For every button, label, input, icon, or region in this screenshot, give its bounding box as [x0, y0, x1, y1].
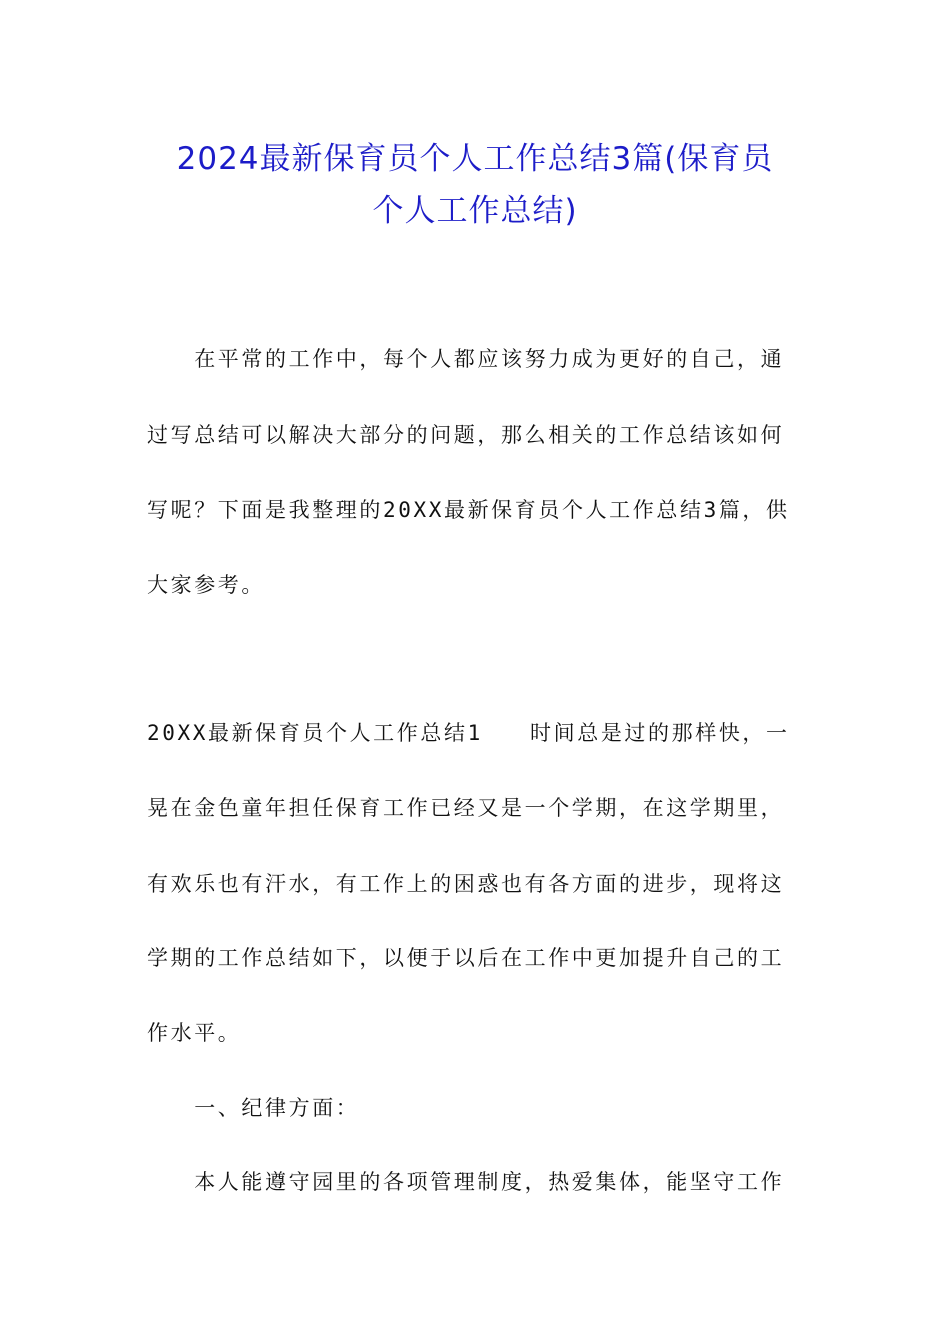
section1-line-5: 作水平。 [147, 1021, 242, 1045]
intro-line-3: 写呢？下面是我整理的20XX最新保育员个人工作总结3篇，供 [147, 498, 790, 522]
intro-line-1: 在平常的工作中，每个人都应该努力成为更好的自己，通 [147, 347, 785, 371]
intro-line-4: 大家参考。 [147, 573, 265, 597]
section1-line-1: 20XX最新保育员个人工作总结1 时间总是过的那样快，一 [147, 721, 790, 745]
document-title-line-1: 2024最新保育员个人工作总结3篇(保育员 [176, 141, 774, 177]
document-title-line-2: 个人工作总结) [372, 193, 578, 229]
section1-line-4: 学期的工作总结如下，以便于以后在工作中更加提升自己的工 [147, 946, 785, 970]
para1-line-1: 本人能遵守园里的各项管理制度，热爱集体，能坚守工作 [147, 1170, 785, 1194]
heading-discipline: 一、纪律方面： [147, 1096, 360, 1120]
section1-line-3: 有欢乐也有汗水，有工作上的困惑也有各方面的进步，现将这 [147, 872, 785, 896]
intro-line-2: 过写总结可以解决大部分的问题，那么相关的工作总结该如何 [147, 423, 785, 447]
section1-line-2: 晃在金色童年担任保育工作已经又是一个学期，在这学期里， [147, 796, 785, 820]
